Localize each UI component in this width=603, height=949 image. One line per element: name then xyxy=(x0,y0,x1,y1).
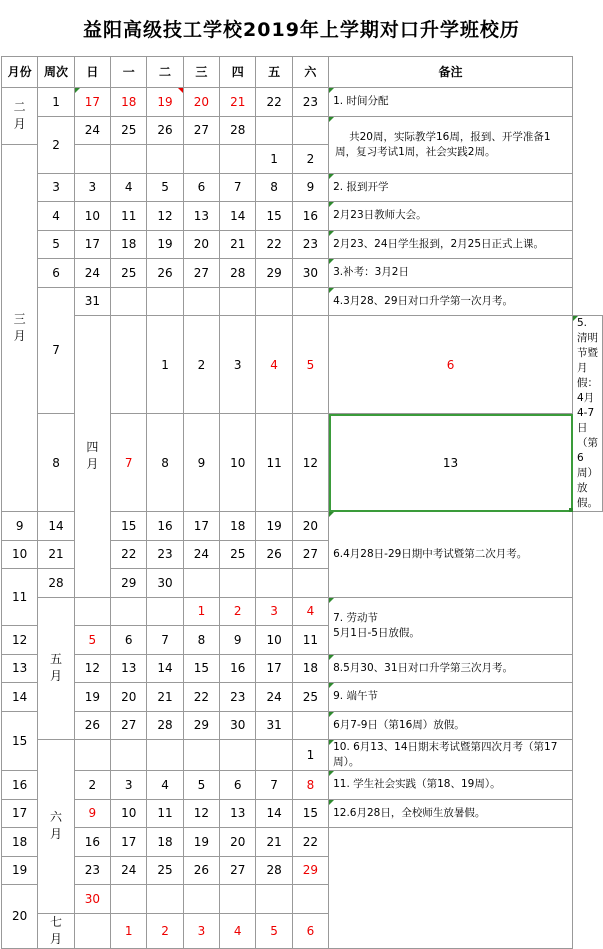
day-cell: 19 xyxy=(183,828,219,857)
week-row xyxy=(2,287,603,316)
note-cell xyxy=(329,828,573,949)
week-number: 18 xyxy=(2,828,38,857)
day-cell: 18 xyxy=(147,828,183,857)
day-cell: 25 xyxy=(111,116,147,145)
day-cell: 26 xyxy=(74,711,110,740)
day-cell xyxy=(74,597,110,626)
day-cell: 9 xyxy=(292,173,328,202)
day-cell: 11 xyxy=(256,414,292,512)
header-day: 五 xyxy=(256,57,292,88)
day-cell: 2 xyxy=(292,145,328,174)
day-cell: 14 xyxy=(38,512,74,541)
comment-marker xyxy=(329,512,334,517)
week-row xyxy=(2,740,603,771)
note-text: 3.补考：3月2日 xyxy=(333,266,409,279)
day-cell xyxy=(74,740,110,771)
comment-marker xyxy=(329,174,334,179)
day-cell: 1 xyxy=(183,597,219,626)
day-cell xyxy=(292,711,328,740)
day-cell: 11 xyxy=(147,799,183,828)
day-cell: 11 xyxy=(111,202,147,231)
day-cell: 4 xyxy=(111,173,147,202)
comment-marker xyxy=(329,655,334,660)
day-cell xyxy=(256,740,292,771)
month-apr: 四 月 xyxy=(74,316,110,598)
day-cell: 17 xyxy=(74,230,110,259)
day-cell: 30 xyxy=(292,259,328,288)
header-day: 六 xyxy=(292,57,328,88)
month-feb: 二 月 xyxy=(2,88,38,145)
week-number: 14 xyxy=(2,683,38,712)
day-cell: 30 xyxy=(220,711,256,740)
day-cell: 5 xyxy=(183,771,219,800)
day-cell: 25 xyxy=(220,540,256,569)
month-jul: 七 月 xyxy=(38,913,74,948)
day-cell: 24 xyxy=(183,540,219,569)
day-cell: 9 xyxy=(220,626,256,655)
day-cell: 27 xyxy=(111,711,147,740)
week-row xyxy=(2,88,603,117)
day-cell: 22 xyxy=(111,540,147,569)
day-cell: 18 xyxy=(292,654,328,683)
week-number: 4 xyxy=(38,202,74,231)
day-cell xyxy=(292,116,328,145)
note-cell xyxy=(329,230,573,259)
week-row xyxy=(2,230,603,259)
day-cell xyxy=(292,287,328,316)
week-number: 1 xyxy=(38,88,74,117)
day-cell: 21 xyxy=(220,230,256,259)
note-cell xyxy=(329,597,573,654)
day-cell xyxy=(147,740,183,771)
note-cell xyxy=(329,512,573,598)
note-text: 7. 劳动节 xyxy=(333,611,378,624)
day-cell xyxy=(183,569,219,598)
day-cell xyxy=(111,740,147,771)
day-cell: 21 xyxy=(220,88,256,117)
day-cell: 10 xyxy=(111,799,147,828)
day-cell: 1 xyxy=(111,913,147,948)
day-cell: 20 xyxy=(183,88,219,117)
week-number: 6 xyxy=(38,259,74,288)
day-cell: 19 xyxy=(74,683,110,712)
note-cell xyxy=(329,173,573,202)
week-number: 13 xyxy=(2,654,38,683)
day-cell: 19 xyxy=(256,512,292,541)
day-cell: 2 xyxy=(74,771,110,800)
day-cell: 20 xyxy=(292,512,328,541)
day-cell: 8 xyxy=(147,414,183,512)
week-number: 15 xyxy=(2,711,38,771)
day-cell: 28 xyxy=(38,569,74,598)
comment-marker xyxy=(573,316,578,321)
day-cell: 27 xyxy=(183,259,219,288)
comment-marker xyxy=(329,712,334,717)
day-cell: 14 xyxy=(220,202,256,231)
day-cell: 25 xyxy=(292,683,328,712)
day-cell: 14 xyxy=(256,799,292,828)
week-row xyxy=(2,711,603,740)
week-row xyxy=(2,173,603,202)
day-cell: 28 xyxy=(220,116,256,145)
day-cell: 3 xyxy=(220,316,256,414)
day-cell: 5 xyxy=(147,173,183,202)
note-text: 2. 报到开学 xyxy=(333,180,389,193)
day-cell: 1 xyxy=(292,740,328,771)
header-day: 日 xyxy=(74,57,110,88)
day-cell: 23 xyxy=(74,856,110,885)
day-cell: 2 xyxy=(220,597,256,626)
day-cell: 31 xyxy=(74,287,110,316)
note-cell xyxy=(329,799,573,828)
comment-marker xyxy=(329,771,334,776)
day-cell xyxy=(220,740,256,771)
week-row xyxy=(2,828,603,857)
day-cell: 8 xyxy=(292,771,328,800)
day-cell xyxy=(147,145,183,174)
day-cell: 22 xyxy=(256,230,292,259)
day-cell: 30 xyxy=(74,885,110,914)
day-cell: 16 xyxy=(220,654,256,683)
day-cell: 5 xyxy=(256,913,292,948)
comment-marker xyxy=(75,88,80,93)
day-cell: 23 xyxy=(292,230,328,259)
week-row xyxy=(2,771,603,800)
week-row xyxy=(2,316,603,414)
week-number: 7 xyxy=(38,287,74,414)
day-cell xyxy=(147,885,183,914)
day-cell: 9 xyxy=(183,414,219,512)
week-row xyxy=(2,683,603,712)
day-cell: 3 xyxy=(183,913,219,948)
day-cell: 13 xyxy=(111,654,147,683)
note-cell xyxy=(329,711,573,740)
day-cell: 23 xyxy=(292,88,328,117)
day-cell: 8 xyxy=(183,626,219,655)
day-cell: 21 xyxy=(147,683,183,712)
week-row xyxy=(2,654,603,683)
day-cell: 6 xyxy=(220,771,256,800)
note-text: 6月7-9日（第16周）放假。 xyxy=(333,718,465,731)
day-cell: 15 xyxy=(256,202,292,231)
month-mar: 三 月 xyxy=(2,145,38,512)
day-cell: 13 xyxy=(220,799,256,828)
comment-marker xyxy=(329,259,334,264)
note-cell xyxy=(329,259,573,288)
day-cell: 8 xyxy=(256,173,292,202)
note-text: 12.6月28日，全校师生放暑假。 xyxy=(333,806,486,819)
day-cell xyxy=(292,885,328,914)
note-text: 6.4月28日-29日期中考试暨第二次月考。 xyxy=(333,547,528,560)
comment-marker xyxy=(329,231,334,236)
day-cell: 19 xyxy=(147,88,183,117)
day-cell: 27 xyxy=(292,540,328,569)
day-cell: 7 xyxy=(147,626,183,655)
note-cell xyxy=(329,202,573,231)
comment-marker xyxy=(178,88,183,93)
day-cell xyxy=(147,287,183,316)
day-cell: 20 xyxy=(220,828,256,857)
day-cell: 24 xyxy=(256,683,292,712)
comment-marker xyxy=(329,288,334,293)
header-day: 三 xyxy=(183,57,219,88)
header-day: 一 xyxy=(111,57,147,88)
day-cell: 2 xyxy=(183,316,219,414)
week-row xyxy=(2,259,603,288)
day-cell xyxy=(111,145,147,174)
note-text: 2月23、24日学生报到，2月25日正式上课。 xyxy=(333,237,545,250)
week-number: 19 xyxy=(2,856,38,885)
day-cell: 24 xyxy=(111,856,147,885)
day-cell: 10 xyxy=(256,626,292,655)
note-cell xyxy=(329,683,573,712)
day-cell: 26 xyxy=(183,856,219,885)
week-row xyxy=(2,799,603,828)
note-text: 8.5月30、31日对口升学第三次月考。 xyxy=(333,661,514,674)
day-cell: 2 xyxy=(147,913,183,948)
day-cell: 28 xyxy=(147,711,183,740)
day-cell xyxy=(147,597,183,626)
note-cell xyxy=(329,287,573,316)
week-number: 9 xyxy=(2,512,38,541)
note-cell xyxy=(329,116,573,173)
note-text: 2月23日教师大会。 xyxy=(333,209,427,222)
day-cell: 6 xyxy=(111,626,147,655)
header-notes: 备注 xyxy=(329,57,573,88)
day-cell xyxy=(183,740,219,771)
day-cell: 24 xyxy=(74,116,110,145)
day-cell: 7 xyxy=(256,771,292,800)
day-cell: 9 xyxy=(74,799,110,828)
day-cell xyxy=(74,145,110,174)
page-title: 益阳高级技工学校2019年上学期对口升学班校历 xyxy=(83,18,520,41)
comment-marker xyxy=(329,117,334,122)
note-cell xyxy=(329,771,573,800)
day-cell xyxy=(256,116,292,145)
header-week: 周次 xyxy=(38,57,74,88)
day-cell: 26 xyxy=(147,259,183,288)
day-cell xyxy=(220,569,256,598)
day-cell xyxy=(292,569,328,598)
day-cell: 20 xyxy=(183,230,219,259)
week-number: 2 xyxy=(38,116,74,173)
note-cell xyxy=(329,654,573,683)
note-text: 4.3月28、29日对口升学第一次月考。 xyxy=(333,294,514,307)
day-cell xyxy=(111,885,147,914)
week-number: 8 xyxy=(38,414,74,512)
day-cell xyxy=(111,287,147,316)
day-cell: 10 xyxy=(220,414,256,512)
day-cell: 6 xyxy=(329,316,573,414)
day-cell: 26 xyxy=(256,540,292,569)
day-cell: 12 xyxy=(147,202,183,231)
day-cell: 3 xyxy=(111,771,147,800)
day-cell: 4 xyxy=(220,913,256,948)
week-number: 12 xyxy=(2,626,38,655)
day-cell: 18 xyxy=(220,512,256,541)
day-cell: 15 xyxy=(292,799,328,828)
day-cell: 1 xyxy=(147,316,183,414)
day-cell: 12 xyxy=(292,414,328,512)
day-cell: 12 xyxy=(74,654,110,683)
day-cell: 15 xyxy=(183,654,219,683)
day-cell: 22 xyxy=(183,683,219,712)
note-cell xyxy=(329,740,573,771)
comment-marker xyxy=(329,740,334,745)
week-number: 17 xyxy=(2,799,38,828)
note-text: 9. 端午节 xyxy=(333,690,378,703)
day-cell: 4 xyxy=(147,771,183,800)
day-cell: 26 xyxy=(147,116,183,145)
day-cell: 17 xyxy=(183,512,219,541)
day-cell xyxy=(183,145,219,174)
day-cell xyxy=(220,287,256,316)
week-row xyxy=(2,597,603,626)
day-cell: 17 xyxy=(111,828,147,857)
day-cell: 25 xyxy=(111,259,147,288)
week-number: 5 xyxy=(38,230,74,259)
day-cell: 23 xyxy=(147,540,183,569)
comment-marker xyxy=(329,598,334,603)
header-month: 月份 xyxy=(2,57,38,88)
note-text: 1. 时间分配 xyxy=(333,95,389,108)
header-day: 二 xyxy=(147,57,183,88)
day-cell: 21 xyxy=(256,828,292,857)
day-cell: 5 xyxy=(292,316,328,414)
day-cell: 3 xyxy=(74,173,110,202)
day-cell: 27 xyxy=(220,856,256,885)
day-cell: 4 xyxy=(256,316,292,414)
header-day: 四 xyxy=(220,57,256,88)
day-cell: 13 xyxy=(183,202,219,231)
day-cell: 28 xyxy=(256,856,292,885)
day-cell: 17 xyxy=(74,88,110,117)
week-number: 20 xyxy=(2,885,38,949)
week-row xyxy=(2,202,603,231)
comment-marker xyxy=(329,683,334,688)
day-cell: 3 xyxy=(256,597,292,626)
day-cell: 29 xyxy=(183,711,219,740)
day-cell: 31 xyxy=(256,711,292,740)
comment-marker xyxy=(329,202,334,207)
day-cell xyxy=(111,597,147,626)
note-text: 5月1日-5日放假。 xyxy=(333,626,420,639)
day-cell: 6 xyxy=(292,913,328,948)
note-text: 11. 学生社会实践（第18、19周）。 xyxy=(333,778,501,791)
day-cell xyxy=(183,287,219,316)
comment-marker xyxy=(329,800,334,805)
day-cell: 7 xyxy=(111,414,147,512)
day-cell: 20 xyxy=(111,683,147,712)
note-text: 共20周，实际教学16周，报到、开学准备1周，复习考试1周，社会实践2周。 xyxy=(335,130,551,158)
day-cell: 23 xyxy=(220,683,256,712)
day-cell: 28 xyxy=(220,259,256,288)
note-text: 10. 6月13、14日期末考试暨第四次月考（第17周）。 xyxy=(333,741,558,768)
day-cell xyxy=(220,885,256,914)
day-cell: 13 xyxy=(329,414,573,512)
week-number: 3 xyxy=(38,173,74,202)
day-cell: 14 xyxy=(147,654,183,683)
day-cell: 22 xyxy=(256,88,292,117)
day-cell: 27 xyxy=(183,116,219,145)
week-number: 10 xyxy=(2,540,38,569)
month-may: 五 月 xyxy=(38,597,74,740)
week-row xyxy=(2,116,603,145)
day-cell: 5 xyxy=(74,626,110,655)
day-cell: 30 xyxy=(147,569,183,598)
header-row xyxy=(2,57,603,88)
day-cell: 22 xyxy=(292,828,328,857)
day-cell: 29 xyxy=(292,856,328,885)
note-cell xyxy=(329,88,573,117)
day-cell: 19 xyxy=(147,230,183,259)
day-cell xyxy=(256,569,292,598)
school-calendar-table xyxy=(1,56,603,949)
day-cell: 10 xyxy=(74,202,110,231)
note-text: 5. 清明节暨月假：4月4-7日（第6周）放假。 xyxy=(577,317,598,509)
month-jun: 六 月 xyxy=(38,740,74,914)
comment-marker xyxy=(329,88,334,93)
day-cell: 21 xyxy=(38,540,74,569)
day-cell: 16 xyxy=(292,202,328,231)
day-cell: 4 xyxy=(292,597,328,626)
day-cell: 18 xyxy=(111,230,147,259)
day-cell: 12 xyxy=(183,799,219,828)
day-cell xyxy=(183,885,219,914)
day-cell: 16 xyxy=(74,828,110,857)
day-cell xyxy=(256,287,292,316)
day-cell: 15 xyxy=(111,512,147,541)
day-cell: 25 xyxy=(147,856,183,885)
day-cell: 29 xyxy=(111,569,147,598)
day-cell: 6 xyxy=(183,173,219,202)
day-cell: 1 xyxy=(256,145,292,174)
week-number: 11 xyxy=(2,569,38,626)
note-cell xyxy=(573,316,603,512)
day-cell: 16 xyxy=(147,512,183,541)
day-cell: 29 xyxy=(256,259,292,288)
day-cell: 7 xyxy=(220,173,256,202)
week-number: 16 xyxy=(2,771,38,800)
day-cell: 17 xyxy=(256,654,292,683)
day-cell: 11 xyxy=(292,626,328,655)
day-cell: 18 xyxy=(111,88,147,117)
day-cell xyxy=(220,145,256,174)
day-cell xyxy=(74,913,110,948)
day-cell xyxy=(256,885,292,914)
day-cell: 24 xyxy=(74,259,110,288)
day-cell xyxy=(111,316,147,414)
